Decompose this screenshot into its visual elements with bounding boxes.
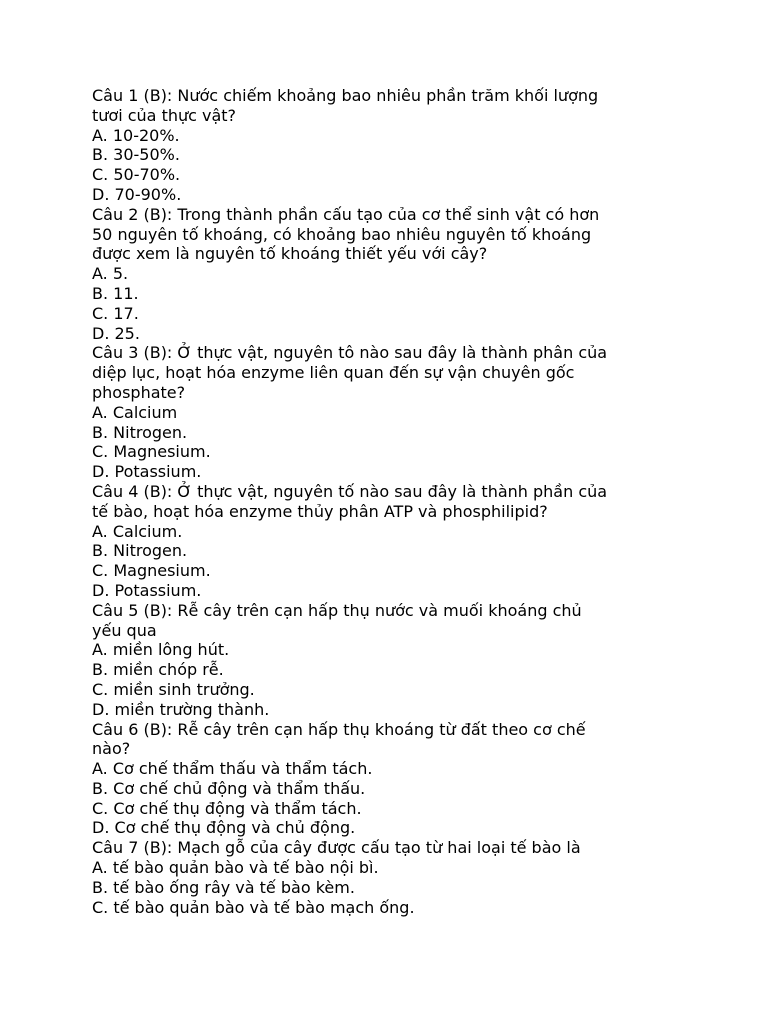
question-2-option-b: B. 11. xyxy=(92,283,139,303)
question-6-text-line-1: Câu 6 (B): Rễ cây trên cạn hấp thụ khoáng từ đất theo cơ chế xyxy=(92,719,586,739)
question-4-text-line-2: tế bào, hoạt hóa enzyme thủy phân ATP và phosphilipid? xyxy=(92,501,548,521)
question-4-option-b: B. Nitrogen. xyxy=(92,541,188,561)
question-5-text-line-1: Câu 5 (B): Rễ cây trên cạn hấp thụ nước và muối khoáng chủ xyxy=(92,600,582,620)
question-2-option-c: C. 17. xyxy=(92,303,139,323)
question-7 xyxy=(92,838,712,917)
question-4 xyxy=(92,482,712,601)
question-5-option-b: B. miền chóp rễ. xyxy=(92,660,224,680)
question-3 xyxy=(92,343,712,482)
question-1-option-a: A. 10-20%. xyxy=(92,125,180,145)
question-5-option-c: C. miền sinh trưởng. xyxy=(92,679,255,699)
question-1-text-line-1: Câu 1 (B): Nước chiếm khoảng bao nhiêu phần trăm khối lượng xyxy=(92,86,599,105)
question-3-option-a: A. Calcium xyxy=(92,402,178,422)
question-6-option-a: A. Cơ chế thẩm thấu và thẩm tách. xyxy=(92,759,373,779)
question-2 xyxy=(92,205,712,344)
question-1 xyxy=(92,86,712,205)
question-4-option-c: C. Magnesium. xyxy=(92,561,211,581)
question-3-text-line-2: diệp lục, hoạt hóa enzyme liên quan đến sự vận chuyên gốc xyxy=(92,363,575,383)
question-1-option-c: C. 50-70%. xyxy=(92,165,181,185)
question-4-option-d: D. Potassium. xyxy=(92,580,202,600)
question-5-text-line-2: yếu qua xyxy=(92,620,157,640)
question-3-text-line-1: Câu 3 (B): Ở thực vật, nguyên tô nào sau đây là thành phân của xyxy=(92,343,608,363)
question-2-text-line-1: Câu 2 (B): Trong thành phần cấu tạo của cơ thể sinh vật có hơn xyxy=(92,204,600,224)
question-6-option-d: D. Cơ chế thụ động và chủ động. xyxy=(92,818,356,838)
question-6 xyxy=(92,720,712,839)
question-6-text-line-2: nào? xyxy=(92,739,131,759)
question-4-text-line-1: Câu 4 (B): Ở thực vật, nguyên tố nào sau đây là thành phần của xyxy=(92,481,608,501)
question-5-option-d: D. miền trường thành. xyxy=(92,699,270,719)
question-1-text-line-2: tươi của thực vật? xyxy=(92,105,237,125)
question-7-option-c: C. tế bào quản bào và tế bào mạch ống. xyxy=(92,897,415,917)
question-3-option-b: B. Nitrogen. xyxy=(92,422,188,442)
question-6-option-b: B. Cơ chế chủ động và thẩm thấu. xyxy=(92,778,366,798)
question-4-option-a: A. Calcium. xyxy=(92,521,183,541)
question-1-option-d: D. 70-90%. xyxy=(92,184,182,204)
question-7-text-line-1: Câu 7 (B): Mạch gỗ của cây được cấu tạo từ hai loại tế bào là xyxy=(92,838,581,858)
question-3-option-d: D. Potassium. xyxy=(92,462,202,482)
question-2-text-line-3: được xem là nguyên tố khoáng thiết yếu với cây? xyxy=(92,244,488,264)
question-3-text-line-3: phosphate? xyxy=(92,382,186,402)
question-1-option-b: B. 30-50%. xyxy=(92,145,180,165)
document-page xyxy=(92,86,712,917)
question-2-option-d: D. 25. xyxy=(92,323,140,343)
question-6-option-c: C. Cơ chế thụ động và thẩm tách. xyxy=(92,798,362,818)
question-5-option-a: A. miền lông hút. xyxy=(92,640,230,660)
question-2-option-a: A. 5. xyxy=(92,264,129,284)
question-5 xyxy=(92,601,712,720)
question-7-option-b: B. tế bào ống rây và tế bào kèm. xyxy=(92,877,355,897)
question-7-option-a: A. tế bào quản bào và tế bào nội bì. xyxy=(92,858,379,878)
question-3-option-c: C. Magnesium. xyxy=(92,442,211,462)
question-2-text-line-2: 50 nguyên tố khoáng, có khoảng bao nhiêu nguyên tố khoáng xyxy=(92,224,592,244)
